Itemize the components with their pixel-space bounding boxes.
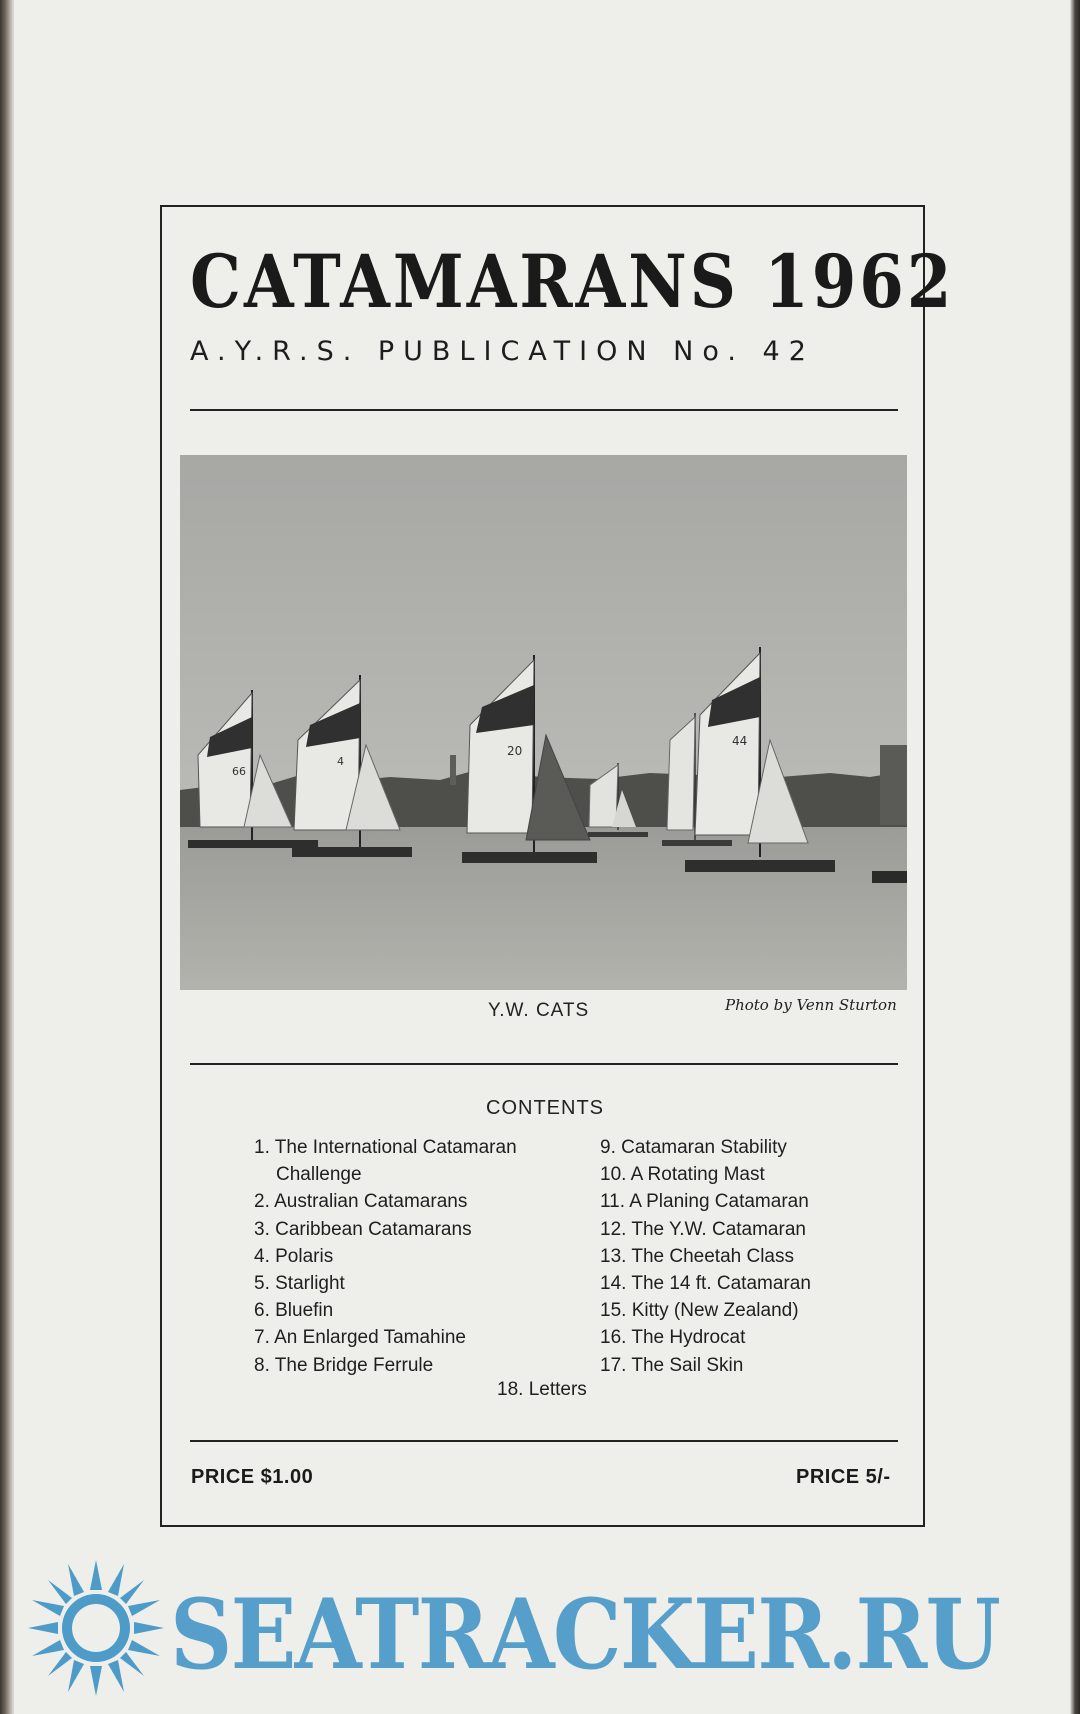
toc-item: 6. Bluefin <box>254 1300 334 1322</box>
toc-item: 11. A Planing Catamaran <box>600 1191 809 1213</box>
book-spine-edge <box>0 0 14 1714</box>
toc-item: 15. Kitty (New Zealand) <box>600 1300 799 1322</box>
sky <box>180 455 907 795</box>
toc-item: 16. The Hydrocat <box>600 1327 746 1349</box>
contents-left-column <box>254 1134 517 1379</box>
divider-top <box>190 409 898 411</box>
sailing-photo-illustration <box>180 455 907 990</box>
photo-caption: Y.W. CATS <box>488 1000 590 1021</box>
price-shillings: PRICE 5/- <box>796 1466 891 1488</box>
toc-item: 9. Catamaran Stability <box>600 1137 787 1158</box>
toc-item: 7. An Enlarged Tamahine <box>254 1327 466 1349</box>
toc-item: 17. The Sail Skin <box>600 1354 744 1376</box>
toc-item: 1. The International Catamaran <box>254 1137 517 1158</box>
toc-item-continuation: Challenge <box>276 1164 362 1186</box>
svg-text:4: 4 <box>337 755 344 768</box>
svg-text:20: 20 <box>507 744 523 758</box>
price-dollars: PRICE $1.00 <box>191 1466 314 1488</box>
cover-photo-yw-cats <box>180 455 907 990</box>
photo-credit: Photo by Venn Sturton <box>725 996 897 1014</box>
publication-title: CATAMARANS 1962 <box>190 239 955 326</box>
toc-item: 2. Australian Catamarans <box>254 1191 468 1213</box>
watermark-sun-icon <box>28 1560 164 1696</box>
divider-middle <box>190 1063 898 1065</box>
divider-bottom <box>190 1440 898 1442</box>
page-right-edge <box>1070 0 1080 1714</box>
svg-text:44: 44 <box>732 734 748 748</box>
contents-heading: CONTENTS <box>486 1097 604 1119</box>
toc-item: 4. Polaris <box>254 1245 334 1267</box>
dinghy-right-edge <box>872 871 907 883</box>
toc-item: 13. The Cheetah Class <box>600 1245 794 1267</box>
shore-building <box>880 745 907 825</box>
svg-text:66: 66 <box>232 765 246 778</box>
toc-item: 12. The Y.W. Catamaran <box>600 1218 806 1240</box>
toc-item: 14. The 14 ft. Catamaran <box>600 1272 811 1294</box>
toc-item: 5. Starlight <box>254 1272 345 1294</box>
toc-item: 8. The Bridge Ferrule <box>254 1354 434 1376</box>
water <box>180 827 907 990</box>
toc-item-final: 18. Letters <box>497 1379 587 1400</box>
watermark-text: SEATRACKER.RU <box>170 1578 1000 1691</box>
publication-subtitle: A.Y.R.S. PUBLICATION No. 42 <box>190 336 815 367</box>
contents-right-column <box>600 1134 811 1379</box>
toc-item: 10. A Rotating Mast <box>600 1164 765 1186</box>
toc-item: 3. Caribbean Catamarans <box>254 1218 472 1240</box>
